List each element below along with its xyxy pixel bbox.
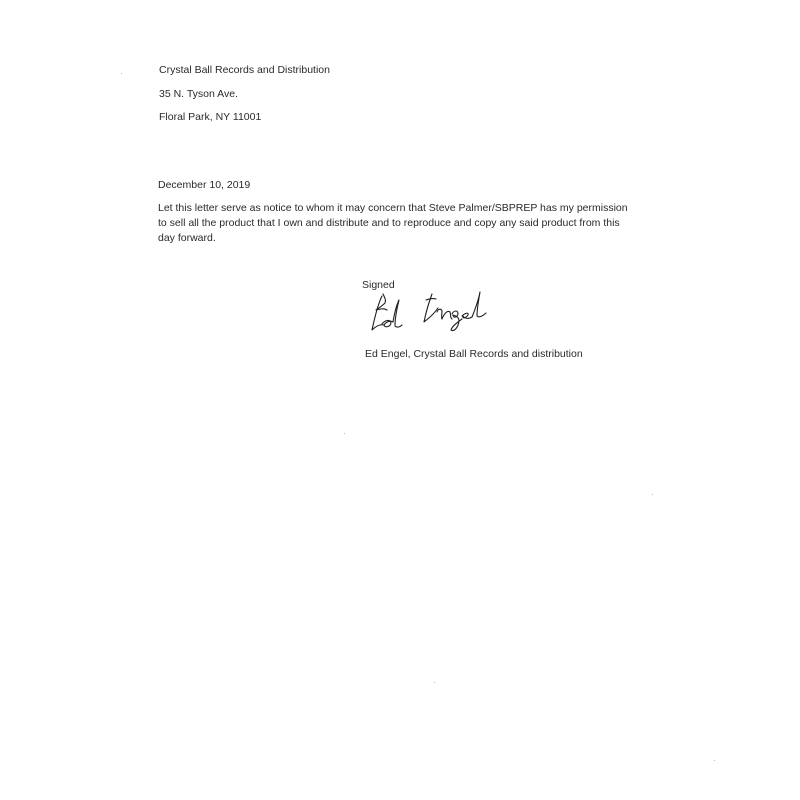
sender-city: Floral Park, NY 11001 [159,111,262,123]
scan-speck [652,494,653,495]
scan-speck [714,760,715,761]
scan-speck [344,433,345,434]
sender-name: Crystal Ball Records and Distribution [159,64,330,76]
signer-name: Ed Engel, Crystal Ball Records and distribution [365,348,583,360]
signed-label: Signed [362,279,395,291]
letter-date: December 10, 2019 [158,179,251,191]
letter-body: Let this letter serve as notice to whom it may concern that Steve Palmer/SBPREP has my permission to sell all the product that I own and distribute and to reproduce and copy any said product from this day forward. [158,202,628,244]
scan-speck [434,682,435,683]
handwritten-signature [366,286,491,336]
scan-speck [121,73,122,74]
sender-street: 35 N. Tyson Ave. [159,88,238,100]
